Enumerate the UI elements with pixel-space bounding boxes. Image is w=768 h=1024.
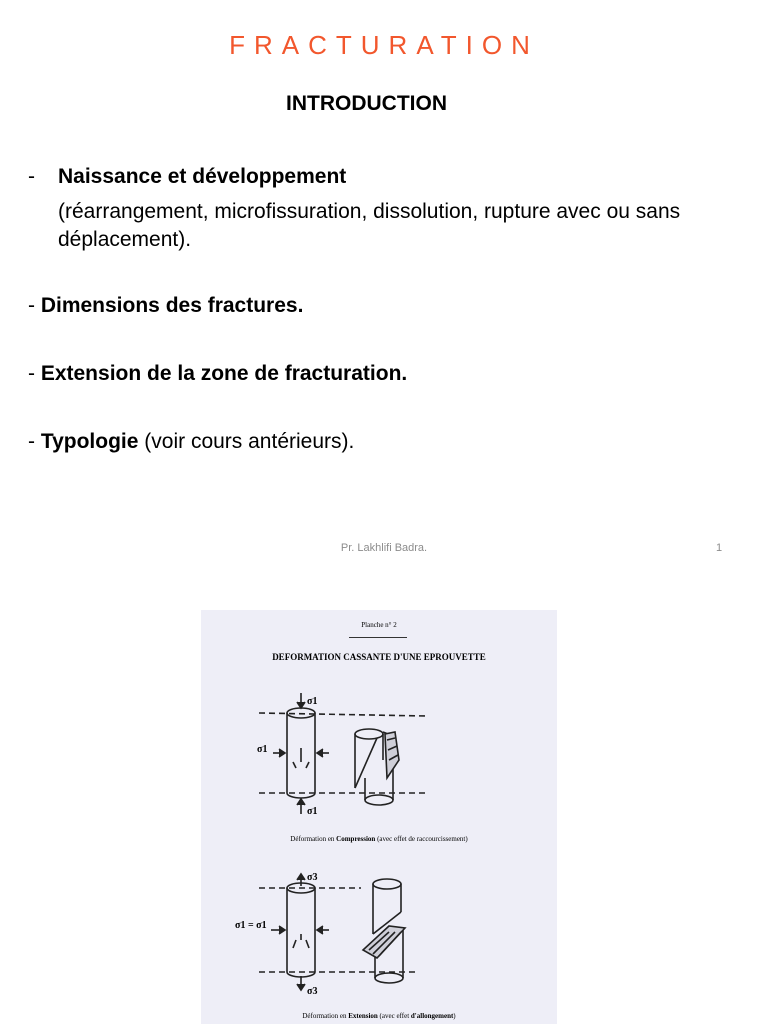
bullet-naissance-detail: (réarrangement, microfissuration, dissolution, rupture avec ou sans déplacement). (58, 200, 681, 251)
bullet-typologie-rest: (voir cours antérieurs). (138, 430, 355, 453)
bullet-dash: - (28, 362, 41, 385)
bullet-dimensions-text: Dimensions des fractures. (40, 294, 304, 317)
bullet-naissance (28, 163, 738, 254)
caption-extension-mid: (avec effet (377, 1012, 411, 1020)
label-sigma-equal: σ1 = σ1 (235, 920, 267, 931)
caption-compression-prefix: Déformation en (290, 835, 337, 843)
caption-extension-keyword2: d'allongement (410, 1012, 454, 1020)
bullet-typologie-bold: Typologie (40, 430, 139, 453)
bullet-dash: - (28, 430, 41, 453)
bullet-dimensions (28, 292, 303, 320)
cylinder-extension-intact (287, 883, 315, 977)
caption-extension (201, 1012, 557, 1020)
label-sigma1-top: σ1 (307, 696, 318, 707)
scanned-plate-image (201, 610, 557, 1024)
plate-number: Planche n° 2 (361, 621, 397, 629)
footer-author: Pr. Lakhlifi Badra. (340, 542, 428, 554)
caption-extension-keyword: Extension (348, 1012, 378, 1020)
plate-title: DEFORMATION CASSANTE D'UNE EPROUVETTE (272, 652, 486, 662)
caption-compression-suffix: (avec effet de raccourcissement) (375, 835, 468, 843)
bullet-naissance-heading: Naissance et développement (58, 165, 347, 188)
label-sigma1-bottom: σ1 (307, 806, 318, 817)
bullet-dash: - (28, 294, 41, 317)
bullet-dash: - (28, 165, 35, 188)
bullet-extension-text: Extension de la zone de fracturation. (40, 362, 408, 385)
caption-compression (201, 835, 557, 843)
label-sigma3-top: σ3 (307, 872, 318, 883)
bullet-typologie (28, 428, 354, 456)
label-sigma1-left: σ1 (257, 744, 268, 755)
slide-title: FRACTURATION (229, 30, 539, 60)
caption-extension-prefix: Déformation en (302, 1012, 349, 1020)
reference-line-top (259, 713, 426, 716)
cylinder-extension-fractured (363, 879, 405, 983)
specimen-diagram (201, 610, 557, 1024)
caption-compression-keyword: Compression (336, 835, 376, 843)
bullet-extension (28, 360, 407, 388)
slide-subtitle: INTRODUCTION (286, 92, 447, 115)
caption-extension-suffix: ) (453, 1012, 456, 1020)
footer-page-number: 1 (716, 542, 723, 554)
label-sigma3-bottom: σ3 (307, 986, 318, 997)
